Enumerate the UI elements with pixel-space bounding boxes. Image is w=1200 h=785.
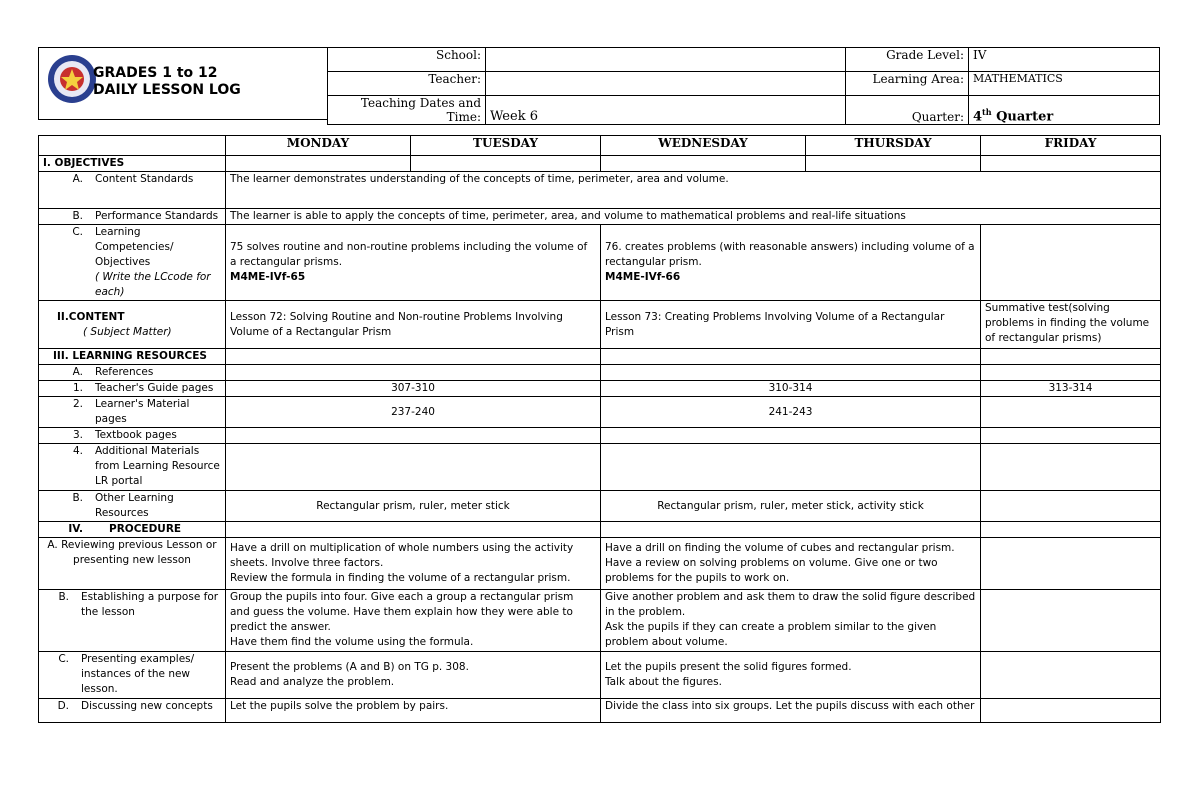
discussing-concepts-label: [39, 699, 226, 723]
item-label: Content Standards: [95, 173, 194, 185]
cell-empty: [226, 365, 601, 381]
item-letter: C.: [72, 226, 83, 238]
content-monday-tuesday: Lesson 72: Solving Routine and Non-routine Problems Involving Volume of a Rectangular Prism: [226, 301, 601, 349]
item-number: 3.: [72, 429, 83, 441]
content-friday: Summative test(solving problems in finding the volume of rectangular prisms): [981, 301, 1161, 349]
teacher-label: Teacher:: [328, 72, 486, 96]
objectives-heading: I. OBJECTIVES: [39, 156, 226, 172]
content-wednesday-thursday: Lesson 73: Creating Problems Involving Volume of a Rectangular Prism: [601, 301, 981, 349]
discussing-wednesday-thursday: Divide the class into six groups. Let the pupils discuss with each other: [601, 699, 981, 723]
cell-empty: [226, 444, 601, 491]
presenting-examples-label: [39, 652, 226, 699]
textbook-pages-label: [39, 428, 226, 444]
cell-empty: [226, 428, 601, 444]
competencies-label: [39, 225, 226, 301]
cell-empty: [981, 444, 1161, 491]
item-label: Reviewing previous Lesson or presenting new lesson: [61, 539, 217, 566]
teachers-guide-wednesday-thursday: 310-314: [601, 381, 981, 397]
deped-seal-icon: [47, 54, 97, 104]
item-letter: D.: [57, 700, 69, 712]
cell-empty: [981, 590, 1161, 652]
day-wednesday: WEDNESDAY: [601, 136, 806, 156]
cell-empty: [981, 699, 1161, 723]
competencies-line1: Learning: [95, 226, 141, 238]
quarter-number: 4: [973, 109, 983, 124]
cell-empty: [806, 156, 981, 172]
cell-empty: [226, 349, 601, 365]
content-heading: II.CONTENT: [57, 310, 125, 323]
item-label: Teacher's Guide pages: [95, 382, 214, 394]
content-label: [39, 301, 226, 349]
day-tuesday: TUESDAY: [411, 136, 601, 156]
item-label: Textbook pages: [95, 429, 177, 441]
cell-empty: [226, 156, 411, 172]
cell-empty: [981, 522, 1161, 538]
competency-code: M4ME-IVf-65: [230, 271, 306, 283]
reviewing-wednesday-thursday: Have a drill on finding the volume of cubes and rectangular prism. Have a review on solving problems on volume. Give one or two problems for the pupils to work on.: [601, 538, 981, 590]
item-letter: B.: [58, 591, 69, 603]
school-value: [486, 48, 846, 72]
quarter-suffix: th: [982, 106, 992, 117]
content-standards-text: The learner demonstrates understanding of the concepts of time, perimeter, area and volume.: [226, 172, 1161, 209]
cell-empty: [411, 156, 601, 172]
cell-empty: [981, 397, 1161, 428]
cell-empty: [601, 522, 981, 538]
other-resources-label: [39, 491, 226, 522]
teachers-guide-friday: 313-314: [981, 381, 1161, 397]
item-letter: B.: [72, 492, 83, 504]
day-monday: MONDAY: [226, 136, 411, 156]
item-letter: A.: [72, 173, 83, 185]
quarter-word: Quarter: [996, 109, 1054, 124]
title-daily-lesson-log: DAILY LESSON LOG: [93, 82, 241, 98]
learners-material-wednesday-thursday: 241-243: [601, 397, 981, 428]
item-letter: A.: [72, 366, 83, 378]
competency-friday: [981, 225, 1161, 301]
cell-empty: [981, 538, 1161, 590]
teaching-dates-value: Week 6: [486, 96, 846, 125]
cell-empty: [981, 428, 1161, 444]
cell-empty: [981, 349, 1161, 365]
procedure-heading: [39, 522, 226, 538]
discussing-monday-tuesday: Let the pupils solve the problem by pairs.: [226, 699, 601, 723]
teacher-value: [486, 72, 846, 96]
grade-level-label: Grade Level:: [846, 48, 969, 72]
item-number: 1.: [72, 382, 83, 394]
cell-empty: [981, 491, 1161, 522]
learning-area-label: Learning Area:: [846, 72, 969, 96]
cell-empty: [981, 156, 1161, 172]
examples-monday-tuesday: Present the problems (A and B) on TG p. 308. Read and analyze the problem.: [226, 652, 601, 699]
competency-wednesday-thursday: [601, 225, 981, 301]
item-number: 2.: [72, 398, 83, 410]
lesson-log-table: [38, 135, 1161, 723]
item-letter: B.: [72, 210, 83, 222]
teachers-guide-label: [39, 381, 226, 397]
item-label: Establishing a purpose for the lesson: [81, 591, 219, 618]
competency-text: 75 solves routine and non-routine problems including the volume of a rectangular prisms.: [230, 241, 588, 268]
item-letter: A.: [47, 539, 58, 551]
other-resources-monday-tuesday: Rectangular prism, ruler, meter stick: [226, 491, 601, 522]
cell-empty: [601, 156, 806, 172]
references-label: [39, 365, 226, 381]
performance-standards-text: The learner is able to apply the concepts of time, perimeter, area, and volume to mathematical problems and real-life situations: [226, 209, 1161, 225]
purpose-monday-tuesday: Group the pupils into four. Give each a group a rectangular prism and guess the volume. Have them explain how they were able to predict the answer. Have them find the volume using the formula.: [226, 590, 601, 652]
day-header-row: [39, 136, 1161, 156]
cell-empty: [601, 444, 981, 491]
resources-heading: III. LEARNING RESOURCES: [39, 349, 226, 365]
item-label: Other Learning Resources: [95, 492, 174, 519]
teaching-dates-label-line1: Teaching Dates and: [360, 96, 481, 110]
learning-area-value: MATHEMATICS: [969, 72, 1160, 96]
teaching-dates-label: [328, 96, 486, 125]
title-grades: GRADES 1 to 12: [93, 65, 218, 81]
day-friday: FRIDAY: [981, 136, 1161, 156]
establishing-purpose-label: [39, 590, 226, 652]
item-label: Learner's Material pages: [95, 398, 190, 425]
day-thursday: THURSDAY: [806, 136, 981, 156]
competencies-line2: Competencies/: [95, 241, 174, 253]
item-letter: C.: [58, 653, 69, 665]
performance-standards-label: [39, 209, 226, 225]
competency-monday-tuesday: [226, 225, 601, 301]
teaching-dates-label-line2: Time:: [446, 110, 481, 124]
examples-wednesday-thursday: Let the pupils present the solid figures formed. Talk about the figures.: [601, 652, 981, 699]
procedure-number: IV.: [68, 523, 83, 535]
quarter-value: [969, 96, 1160, 125]
learners-material-label: [39, 397, 226, 428]
reviewing-previous-label: [39, 538, 226, 590]
cell-empty: [601, 365, 981, 381]
purpose-wednesday-thursday: Give another problem and ask them to draw the solid figure described in the problem. Ask the pupils if they can create a problem similar to the given problem about volume.: [601, 590, 981, 652]
school-label: School:: [328, 48, 486, 72]
cell-empty: [601, 349, 981, 365]
content-subheading: ( Subject Matter): [83, 325, 172, 338]
cell-empty: [981, 365, 1161, 381]
other-resources-wednesday-thursday: Rectangular prism, ruler, meter stick, activity stick: [601, 491, 981, 522]
item-label: Additional Materials from Learning Resource LR portal: [95, 445, 220, 487]
competency-text: 76. creates problems (with reasonable answers) including volume of a rectangular prism.: [605, 241, 975, 268]
reviewing-monday-tuesday: Have a drill on multiplication of whole numbers using the activity sheets. Involve three factors. Review the formula in finding the volume of a rectangular prism.: [226, 538, 601, 590]
teachers-guide-monday-tuesday: 307-310: [226, 381, 601, 397]
item-label: References: [95, 366, 154, 378]
header-logo-box: [38, 47, 328, 120]
quarter-label: Quarter:: [846, 96, 969, 125]
item-label: Presenting examples/ instances of the new lesson.: [81, 653, 195, 695]
cell-empty: [226, 522, 601, 538]
header-info-table: [327, 47, 1160, 125]
procedure-label: PROCEDURE: [109, 523, 182, 535]
learners-material-monday-tuesday: 237-240: [226, 397, 601, 428]
competencies-line4: ( Write the LCcode for: [95, 271, 211, 283]
cell-empty: [981, 652, 1161, 699]
item-number: 4.: [72, 445, 83, 457]
cell-empty: [601, 428, 981, 444]
content-standards-label: [39, 172, 226, 209]
competencies-line3: Objectives: [95, 256, 151, 268]
competency-code: M4ME-IVf-66: [605, 271, 681, 283]
additional-materials-label: [39, 444, 226, 491]
item-label: Performance Standards: [95, 210, 219, 222]
competencies-line5: each): [95, 286, 125, 298]
item-label: Discussing new concepts: [81, 700, 213, 712]
day-header-blank: [39, 136, 226, 156]
grade-level-value: IV: [969, 48, 1160, 72]
